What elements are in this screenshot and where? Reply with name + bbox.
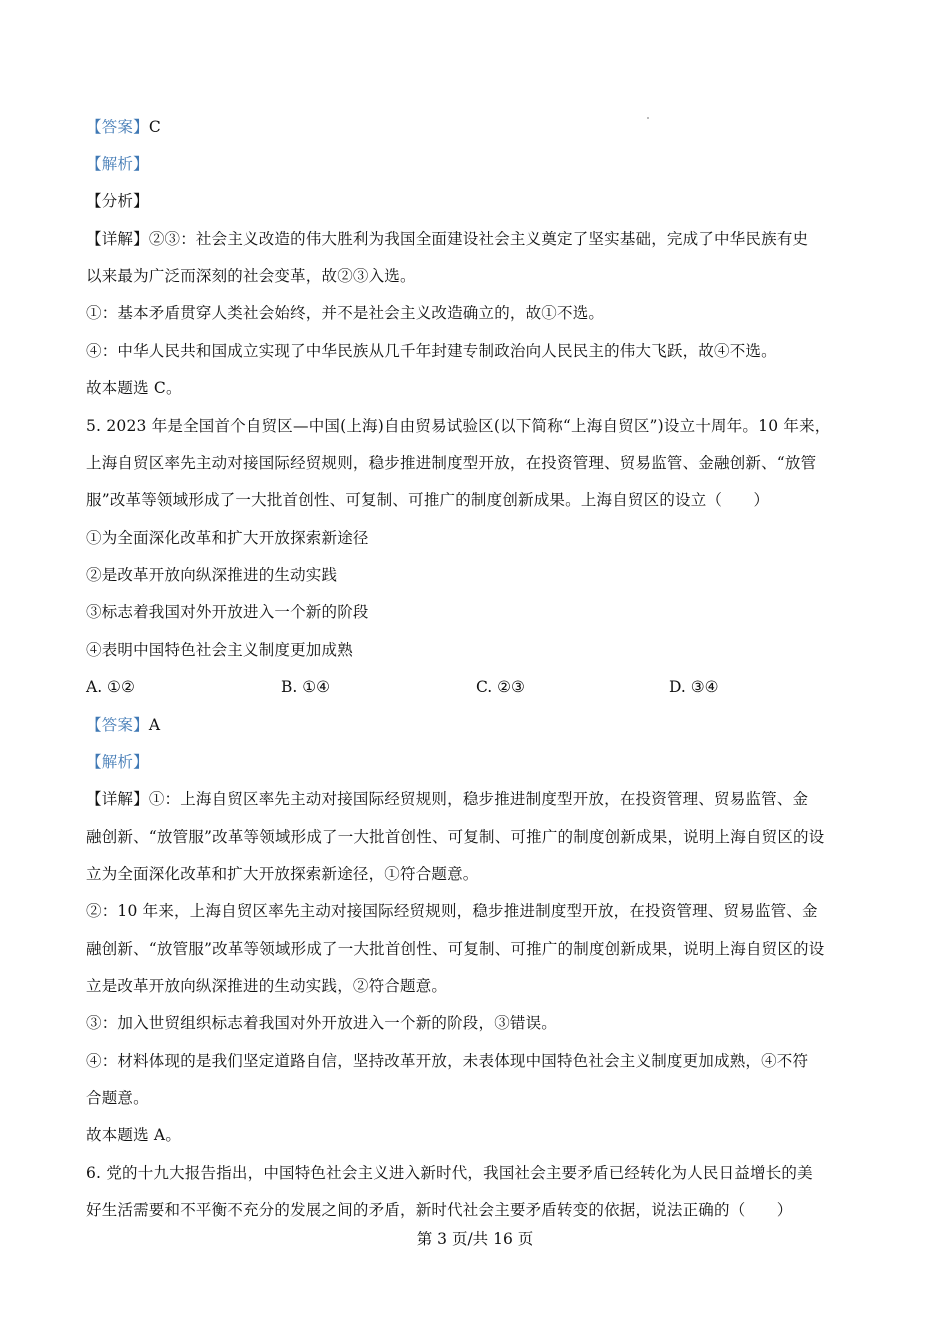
- analysis-label: 【解析】: [86, 753, 149, 771]
- detail-label: 【详解】: [86, 790, 149, 808]
- q5-detail-line-2: 融创新、“放管服”改革等领域形成了一大批首创性、可复制、可推广的制度创新成果，说明上海自贸区的设: [86, 828, 825, 846]
- q5-analysis-line: [86, 752, 149, 772]
- q4-detail-line-3: ①：基本矛盾贯穿人类社会始终，并不是社会主义改造确立的，故①不选。: [86, 304, 605, 322]
- q5-option-a: A. ①②: [86, 678, 135, 696]
- q5-detail-line-1: [86, 789, 808, 809]
- answer-label: 【答案】: [86, 118, 149, 136]
- q5-statement-3: ③标志着我国对外开放进入一个新的阶段: [86, 603, 369, 621]
- q5-detail-line-5: 融创新、“放管服”改革等领域形成了一大批首创性、可复制、可推广的制度创新成果，说明上海自贸区的设: [86, 940, 825, 958]
- q5-stem-line-1: 5. 2023 年是全国首个自贸区—中国(上海)自由贸易试验区(以下简称“上海自贸区”)设立十周年。10 年来，: [86, 417, 831, 435]
- detail-text: ①：上海自贸区率先主动对接国际经贸规则，稳步推进制度型开放，在投资管理、贸易监管、金: [148, 790, 809, 808]
- q5-detail-line-7: ③：加入世贸组织标志着我国对外开放进入一个新的阶段，③错误。: [86, 1014, 558, 1032]
- q4-analysis-line: [86, 154, 149, 174]
- detail-label: 【详解】: [86, 230, 149, 248]
- page-number-footer: 第 3 页/共 16 页: [416, 1230, 534, 1248]
- q4-conclusion: 故本题选 C。: [86, 379, 182, 397]
- q5-stem-line-2: 上海自贸区率先主动对接国际经贸规则，稳步推进制度型开放，在投资管理、贸易监管、金融创新、“放管: [86, 454, 817, 472]
- q5-detail-line-6: 立是改革开放向纵深推进的生动实践，②符合题意。: [86, 977, 448, 995]
- q4-fenxi-line: [86, 191, 149, 211]
- scan-artifact: [647, 117, 649, 119]
- q5-stem-line-3: 服”改革等领域形成了一大批首创性、可复制、可推广的制度创新成果。上海自贸区的设立（ ）: [86, 491, 770, 509]
- q4-detail-line-4: ④：中华人民共和国成立实现了中华民族从几千年封建专制政治向人民民主的伟大飞跃，故④不选。: [86, 342, 777, 360]
- answer-value: C: [148, 118, 161, 136]
- q6-stem-line-2: 好生活需要和不平衡不充分的发展之间的矛盾，新时代社会主要矛盾转变的依据，说法正确的（ ）: [86, 1201, 793, 1219]
- q5-statement-2: ②是改革开放向纵深推进的生动实践: [86, 566, 338, 584]
- q4-answer-line: [86, 117, 161, 137]
- analysis-label: 【解析】: [86, 155, 149, 173]
- q5-option-b: B. ①④: [281, 678, 331, 696]
- q5-detail-line-9: 合题意。: [86, 1089, 149, 1107]
- q5-detail-line-4: ②：10 年来，上海自贸区率先主动对接国际经贸规则，稳步推进制度型开放，在投资管理、贸易监管、金: [86, 902, 818, 920]
- detail-text: ②③：社会主义改造的伟大胜利为我国全面建设社会主义奠定了坚实基础，完成了中华民族有史: [148, 230, 809, 248]
- answer-label: 【答案】: [86, 716, 149, 734]
- q5-statement-1: ①为全面深化改革和扩大开放探索新途径: [86, 529, 369, 547]
- fenxi-label: 【分析】: [86, 192, 149, 210]
- q5-statement-4: ④表明中国特色社会主义制度更加成熟: [86, 641, 353, 659]
- q5-detail-line-8: ④：材料体现的是我们坚定道路自信，坚持改革开放，未表体现中国特色社会主义制度更加成熟，④不符: [86, 1052, 809, 1070]
- q4-detail-line-2: 以来最为广泛而深刻的社会变革，故②③入选。: [86, 267, 416, 285]
- q5-option-d: D. ③④: [669, 678, 719, 696]
- q5-detail-line-3: 立为全面深化改革和扩大开放探索新途径，①符合题意。: [86, 865, 479, 883]
- q4-detail-line-1: [86, 229, 808, 249]
- q5-conclusion: 故本题选 A。: [86, 1126, 182, 1144]
- q6-stem-line-1: 6. 党的十九大报告指出，中国特色社会主义进入新时代，我国社会主要矛盾已经转化为人民日益增长的美: [86, 1164, 813, 1182]
- q5-option-c: C. ②③: [476, 678, 525, 696]
- answer-value: A: [148, 716, 161, 734]
- q5-answer-line: [86, 715, 160, 735]
